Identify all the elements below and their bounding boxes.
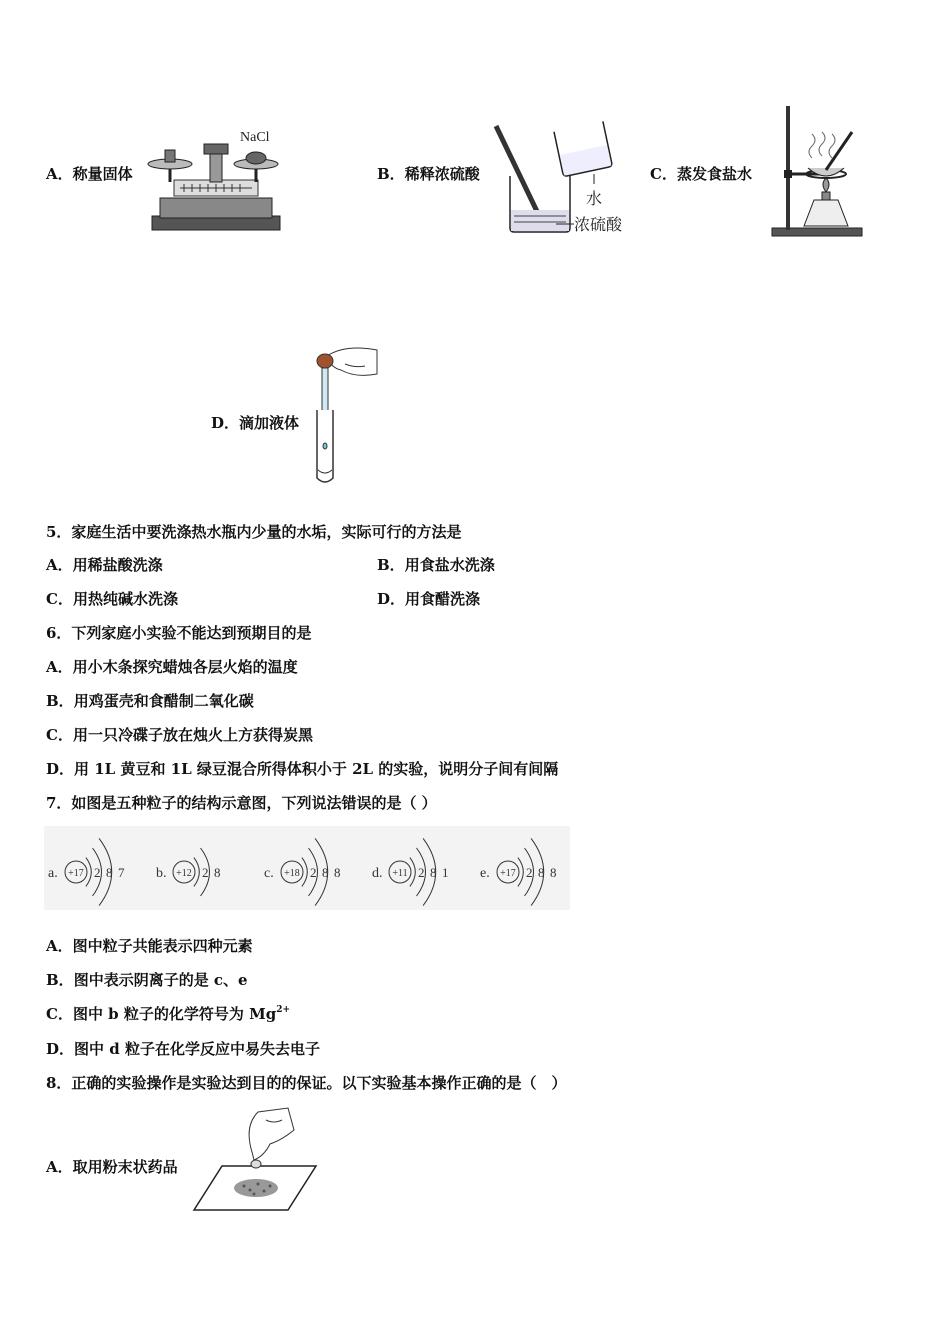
q6-option-c: [46, 725, 313, 745]
balance-scale-figure: [144, 124, 284, 236]
option-letter: A．: [46, 937, 73, 955]
option-letter: A．: [46, 1158, 73, 1176]
atom-structure-svg: [44, 826, 570, 910]
electron-count: 2: [526, 865, 533, 880]
electron-count: 8: [538, 865, 545, 880]
option-text: 稀释浓硫酸: [404, 165, 480, 183]
particle-c: [264, 838, 341, 905]
option-letter: A．: [46, 658, 73, 676]
option-text: 图中 b 粒子的化学符号为 Mg: [72, 1005, 277, 1023]
q7-option-b: [46, 970, 248, 990]
option-text: 称量固体: [72, 165, 133, 183]
nucleus-charge: +12: [176, 868, 192, 879]
nucleus-charge: +18: [284, 868, 300, 879]
option-text: 用小木条探究蜡烛各层火焰的温度: [72, 658, 298, 676]
nucleus-charge: +11: [392, 868, 408, 879]
q8-stem: 8．正确的实验操作是实验达到目的的保证。以下实验基本操作正确的是（ ）: [46, 1074, 567, 1092]
electron-count: 8: [322, 865, 329, 880]
option-text: 用鸡蛋壳和食醋制二氧化碳: [73, 692, 254, 710]
option-letter: B．: [46, 971, 74, 989]
q7-stem: 7．如图是五种粒子的结构示意图，下列说法错误的是（ ）: [46, 794, 437, 812]
particle-label: d.: [372, 866, 383, 881]
electron-count: 7: [118, 865, 125, 880]
particle-label: a.: [48, 866, 58, 881]
q6-option-a: [46, 657, 298, 677]
electron-count: 8: [550, 865, 557, 880]
option-text: 图中 d 粒子在化学反应中易失去电子: [74, 1040, 320, 1058]
option-text: 取用粉末状药品: [72, 1158, 178, 1176]
q7-option-a: [46, 936, 253, 956]
option-text: 用食醋洗涤: [405, 590, 481, 608]
option-letter: D．: [46, 1040, 75, 1058]
q4-option-c-text: [650, 164, 752, 184]
option-text: 图中粒子共能表示四种元素: [72, 937, 253, 955]
option-text: 滴加液体: [239, 414, 300, 432]
particle-a: [48, 838, 125, 905]
electron-count: 8: [106, 865, 113, 880]
electron-count: 8: [214, 865, 221, 880]
nacl-label: NaCl: [240, 130, 270, 145]
option-letter: A．: [46, 165, 73, 183]
q6-option-d: [46, 759, 558, 779]
electron-count: 8: [334, 865, 341, 880]
electron-count: 8: [430, 865, 437, 880]
q5-option-c: [46, 589, 178, 609]
electron-count: 2: [202, 865, 209, 880]
powder-on-paper-figure: [192, 1106, 320, 1214]
nucleus-charge: +17: [500, 868, 516, 879]
option-letter: D．: [211, 414, 240, 432]
dropper-figure: [305, 344, 385, 488]
option-letter: B．: [46, 692, 74, 710]
particle-label: c.: [264, 866, 274, 881]
electron-count: 2: [94, 865, 101, 880]
particle-b: [156, 848, 221, 896]
option-letter: C．: [46, 590, 73, 608]
nucleus-charge: +17: [68, 868, 84, 879]
q5-option-b: [377, 555, 495, 575]
q4-option-d-text: [211, 413, 299, 433]
option-letter: A．: [46, 556, 73, 574]
option-text: 用稀盐酸洗涤: [72, 556, 163, 574]
option-text: 用热纯碱水洗涤: [72, 590, 178, 608]
sulfuric-acid-label: 浓硫酸: [574, 217, 623, 234]
option-letter: C．: [46, 1005, 73, 1023]
evaporation-figure: [768, 102, 868, 240]
option-letter: C．: [650, 165, 677, 183]
q5-option-d: [377, 589, 480, 609]
q4-option-a-text: [46, 164, 133, 184]
q6-option-b: [46, 691, 254, 711]
option-text: 蒸发食盐水: [676, 165, 752, 183]
q5-option-a: [46, 555, 163, 575]
dilute-acid-figure: [488, 120, 634, 238]
q7-option-d: [46, 1039, 320, 1059]
q4-option-b-text: [377, 164, 480, 184]
q7-option-c: [46, 1004, 290, 1024]
particle-d: [372, 838, 449, 905]
option-letter: B．: [377, 165, 405, 183]
q5-stem: 5．家庭生活中要洗涤热水瓶内少量的水垢，实际可行的方法是: [46, 523, 462, 541]
q6-stem: 6．下列家庭小实验不能达到预期目的是: [46, 624, 312, 642]
option-text: 图中表示阴离子的是 c、e: [73, 971, 248, 989]
particle-e: [480, 838, 557, 905]
electron-count: 1: [442, 865, 449, 880]
q8-option-a: [46, 1157, 178, 1177]
electron-count: 2: [310, 865, 317, 880]
option-text: 用 1L 黄豆和 1L 绿豆混合所得体积小于 2L 的实验，说明分子间有间隔: [74, 760, 559, 778]
option-text: 用食盐水洗涤: [404, 556, 495, 574]
atom-structure-diagram: [44, 826, 570, 910]
charge-superscript: 2+: [276, 1005, 291, 1015]
option-letter: D．: [46, 760, 75, 778]
electron-count: 2: [418, 865, 425, 880]
particle-label: e.: [480, 866, 490, 881]
option-letter: D．: [377, 590, 406, 608]
option-letter: C．: [46, 726, 73, 744]
water-label: 水: [586, 191, 603, 208]
particle-label: b.: [156, 866, 167, 881]
option-letter: B．: [377, 556, 405, 574]
option-text: 用一只冷碟子放在烛火上方获得炭黑: [72, 726, 313, 744]
